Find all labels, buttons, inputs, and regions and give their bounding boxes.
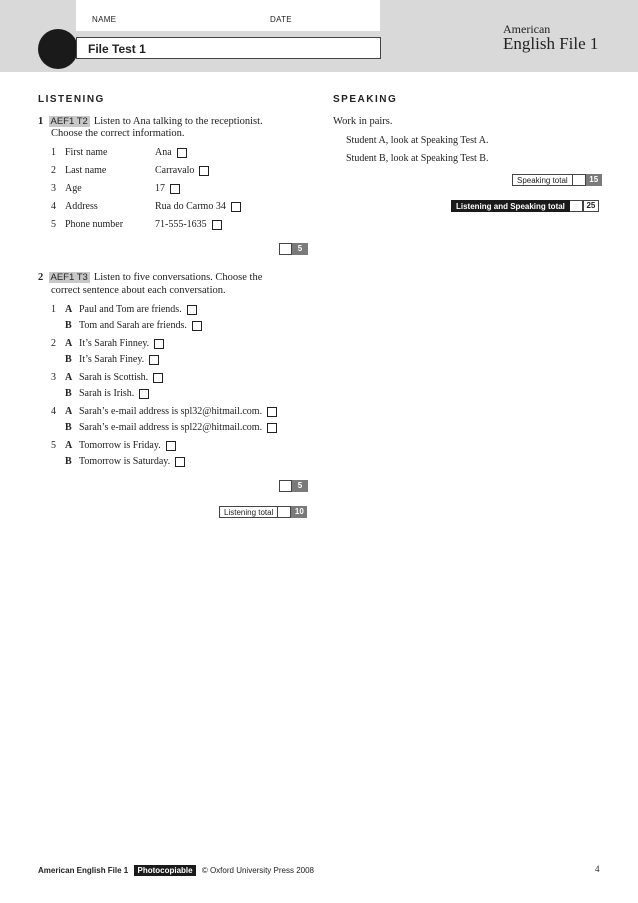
- combined-total-entry[interactable]: [570, 200, 583, 212]
- speaking-line-a: Student A, look at Speaking Test A.: [346, 135, 489, 146]
- q2-option-letter: B: [65, 388, 72, 399]
- q2-option-letter: B: [65, 320, 72, 331]
- q2-option-letter: A: [65, 338, 73, 349]
- q2-item-number: 5: [51, 440, 56, 451]
- q1-item-field: Last name: [65, 165, 107, 176]
- test-title-box: [76, 37, 381, 59]
- q2-option-letter: B: [65, 456, 72, 467]
- q2-option-b-text: Tomorrow is Saturday.: [79, 456, 171, 467]
- q1-item-number: 1: [51, 147, 56, 158]
- q2-option-b-checkbox[interactable]: [175, 457, 185, 467]
- q1-item-checkbox[interactable]: [212, 220, 222, 230]
- q2-number: 2: [38, 272, 44, 283]
- header-circle-icon: [38, 29, 78, 69]
- q1-item-field: Address: [65, 201, 98, 212]
- q1-item-field: Phone number: [65, 219, 124, 230]
- q1-score-entry[interactable]: [279, 243, 292, 255]
- q2-option-a-checkbox[interactable]: [187, 305, 197, 315]
- q1-item-value: 17: [155, 183, 165, 194]
- date-label: DATE: [270, 15, 292, 24]
- combined-total-value: 25: [583, 200, 599, 212]
- q1-number: 1: [38, 116, 44, 127]
- listening-total-entry[interactable]: [278, 506, 291, 518]
- q2-option-b-text: It’s Sarah Finey.: [79, 354, 145, 365]
- q2-option-a-text: It’s Sarah Finney.: [79, 338, 150, 349]
- q1-item-value: Ana: [155, 147, 172, 158]
- q2-option-b-text: Sarah is Irish.: [79, 388, 135, 399]
- q2-option-letter: B: [65, 422, 72, 433]
- q2-instruction: [38, 272, 262, 283]
- q1-item-value: Carravalo: [155, 165, 195, 176]
- q1-line1: Listen to Ana talking to the receptionist.: [93, 116, 263, 127]
- q1-item-value: Rua do Carmo 34: [155, 201, 226, 212]
- combined-total-label: Listening and Speaking total: [451, 200, 570, 212]
- listening-heading: LISTENING: [38, 94, 105, 105]
- q2-score-value: 5: [292, 480, 308, 492]
- q2-option-a-checkbox[interactable]: [267, 407, 277, 417]
- page-number: 4: [595, 864, 600, 874]
- q2-item-number: 2: [51, 338, 56, 349]
- q2-item-number: 1: [51, 304, 56, 315]
- q1-item-checkbox[interactable]: [170, 184, 180, 194]
- q1-score-box: [279, 243, 308, 255]
- q2-line2: correct sentence about each conversation.: [51, 285, 226, 296]
- q1-score-value: 5: [292, 243, 308, 255]
- listening-total-box: [219, 506, 307, 518]
- q1-instruction: [38, 116, 263, 127]
- q1-item-checkbox[interactable]: [199, 166, 209, 176]
- q1-item-checkbox[interactable]: [177, 148, 187, 158]
- speaking-total-entry[interactable]: [573, 174, 586, 186]
- page-header: [0, 0, 638, 72]
- test-title: File Test 1: [88, 42, 146, 56]
- q2-option-letter: A: [65, 440, 73, 451]
- speaking-total-box: [512, 174, 602, 186]
- q1-item-number: 4: [51, 201, 56, 212]
- photocopiable-badge: Photocopiable: [134, 865, 195, 876]
- name-label: NAME: [92, 15, 117, 24]
- q2-option-b-text: Tom and Sarah are friends.: [79, 320, 187, 331]
- speaking-total-value: 15: [586, 174, 602, 186]
- q2-score-entry[interactable]: [279, 480, 292, 492]
- q1-item-checkbox[interactable]: [231, 202, 241, 212]
- q1-item-value: 71-555-1635: [155, 219, 207, 230]
- speaking-line-b: Student B, look at Speaking Test B.: [346, 153, 489, 164]
- combined-total-box: [451, 200, 599, 212]
- q2-item-number: 3: [51, 372, 56, 383]
- q1-item-field: First name: [65, 147, 108, 158]
- brand-american: American: [503, 22, 551, 36]
- q2-score-box: [279, 480, 308, 492]
- q2-option-letter: A: [65, 304, 73, 315]
- q1-item-number: 5: [51, 219, 56, 230]
- q2-option-letter: A: [65, 372, 73, 383]
- q2-option-b-checkbox[interactable]: [192, 321, 202, 331]
- q2-option-letter: B: [65, 354, 72, 365]
- q2-option-b-checkbox[interactable]: [267, 423, 277, 433]
- q1-audio-tag: AEF1 T2: [50, 116, 88, 127]
- q2-option-a-checkbox[interactable]: [166, 441, 176, 451]
- q2-item-number: 4: [51, 406, 56, 417]
- q2-option-b-checkbox[interactable]: [149, 355, 159, 365]
- name-date-strip: [76, 0, 380, 31]
- q2-line1: Listen to five conversations. Choose the: [93, 272, 263, 283]
- q2-option-a-text: Tomorrow is Friday.: [79, 440, 161, 451]
- footer-copyright: © Oxford University Press 2008: [201, 866, 314, 875]
- speaking-intro: Work in pairs.: [333, 116, 393, 127]
- q2-option-b-text: Sarah’s e-mail address is spl22@hitmail.com.: [79, 422, 263, 433]
- q1-item-field: Age: [65, 183, 82, 194]
- q1-item-number: 3: [51, 183, 56, 194]
- footer-book-title: American English File 1: [38, 866, 129, 875]
- q2-option-letter: A: [65, 406, 73, 417]
- q2-option-b-checkbox[interactable]: [139, 389, 149, 399]
- listening-total-value: 10: [291, 506, 307, 518]
- q1-line2: Choose the correct information.: [51, 128, 185, 139]
- q2-option-a-text: Paul and Tom are friends.: [79, 304, 182, 315]
- q2-option-a-checkbox[interactable]: [154, 339, 164, 349]
- listening-total-label: Listening total: [219, 506, 278, 518]
- q2-audio-tag: AEF1 T3: [50, 272, 88, 283]
- q2-option-a-checkbox[interactable]: [153, 373, 163, 383]
- q1-item-number: 2: [51, 165, 56, 176]
- speaking-total-label: Speaking total: [512, 174, 573, 186]
- q2-option-a-text: Sarah is Scottish.: [79, 372, 149, 383]
- q2-option-a-text: Sarah’s e-mail address is spl32@hitmail.com.: [79, 406, 263, 417]
- page-footer: [38, 866, 314, 875]
- brand-english-file: English File 1: [503, 34, 599, 53]
- speaking-heading: SPEAKING: [333, 94, 398, 105]
